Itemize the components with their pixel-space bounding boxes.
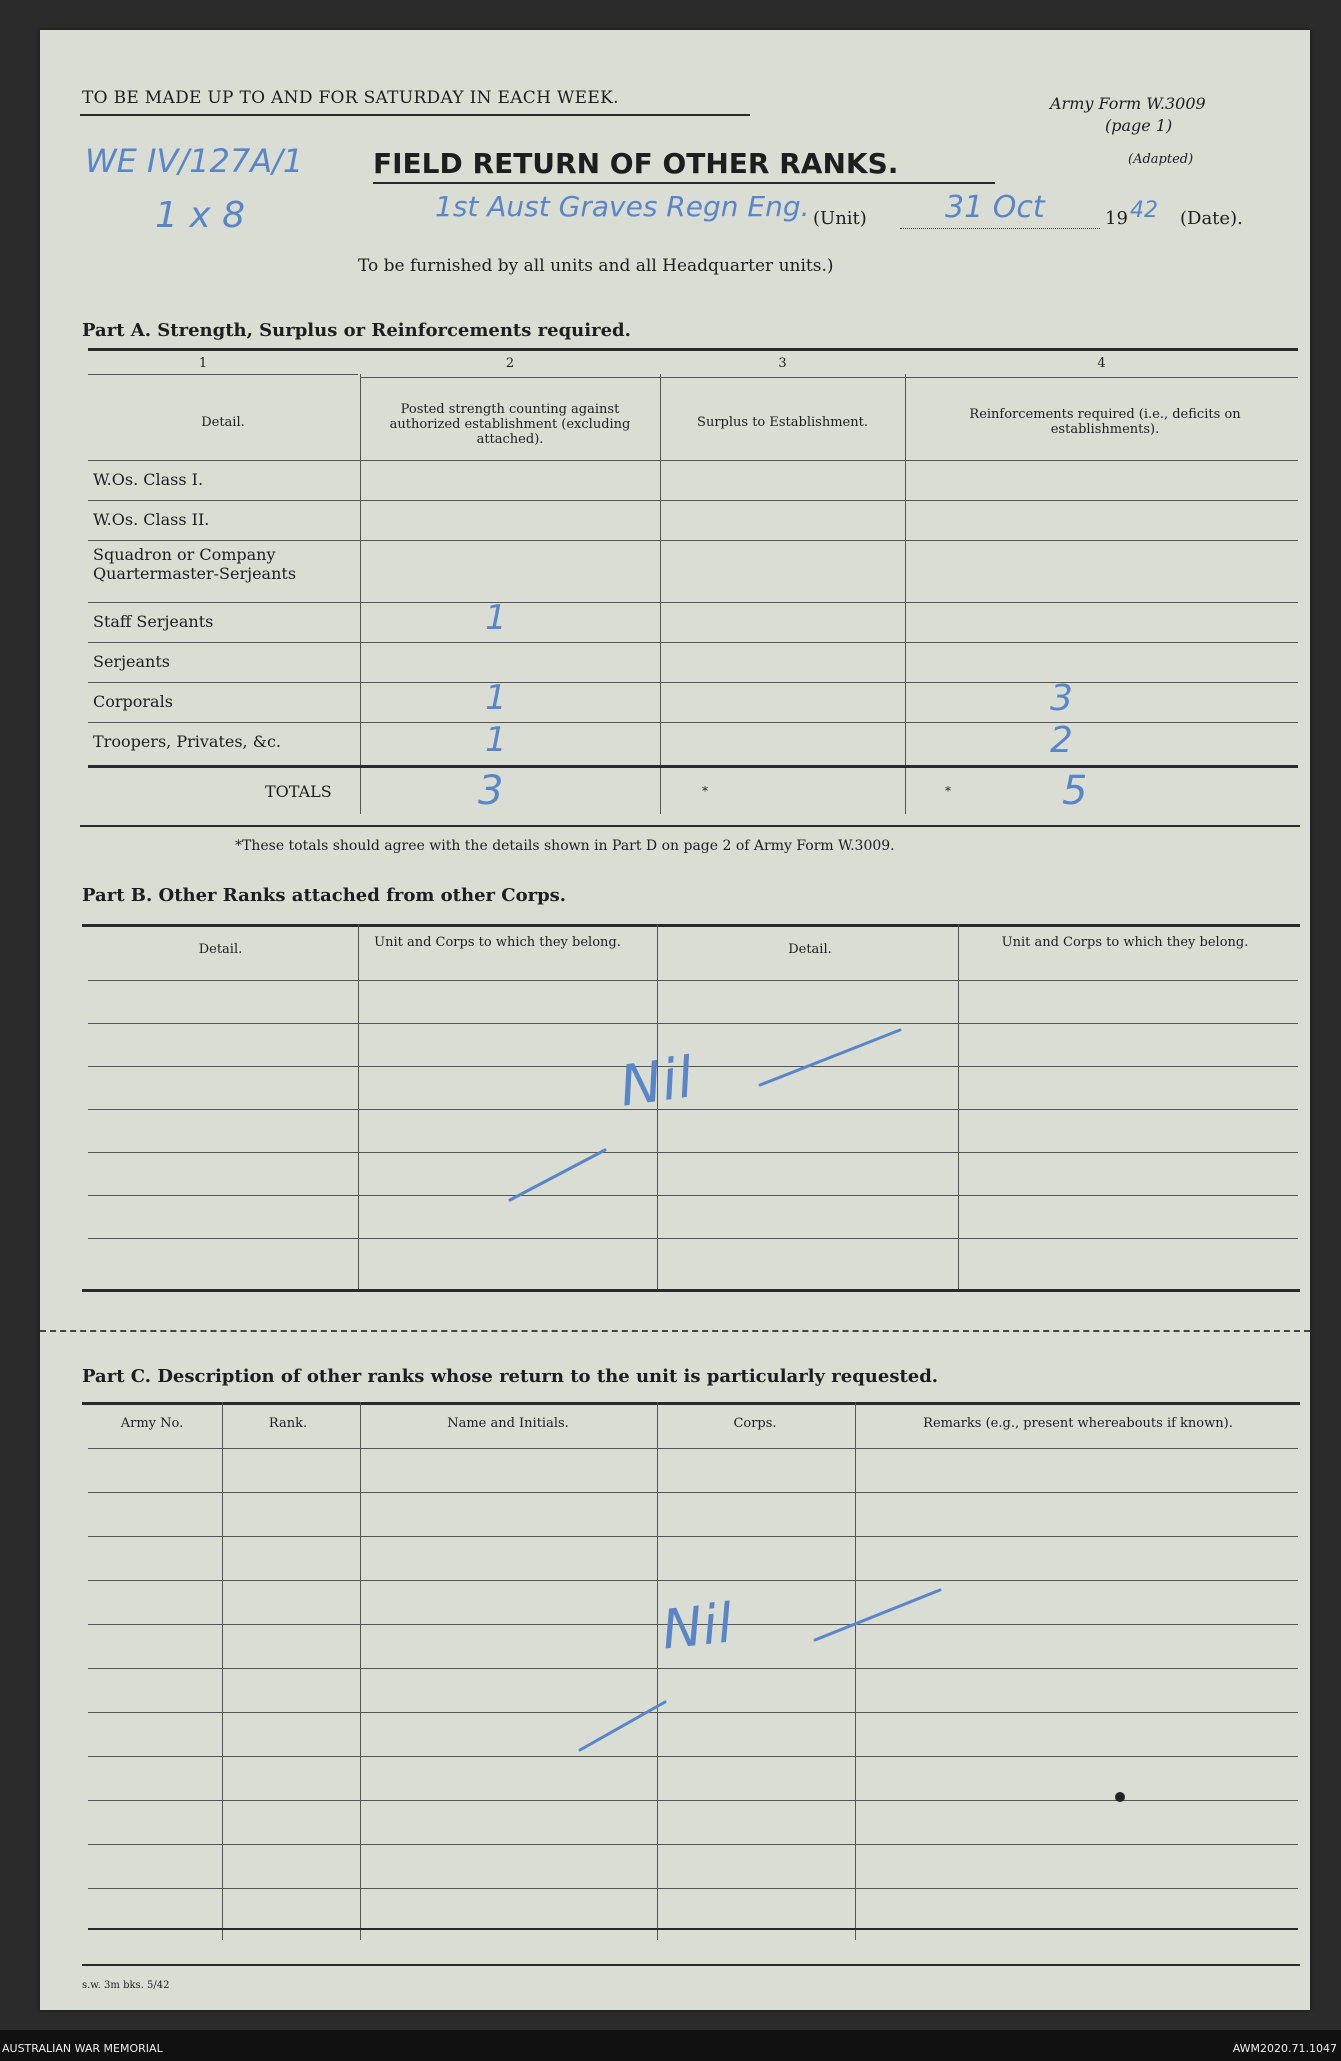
part-a-header-reinf: Reinforcements required (i.e., deficits on establishments). <box>969 407 1241 437</box>
footer-right: AWM2020.71.1047 <box>1232 2042 1337 2055</box>
part-c-vline-1 <box>222 1402 223 1940</box>
part-a-row-rule-2 <box>88 540 1298 541</box>
row-label-quartermaster: Squadron or Company Quartermaster-Serjeants <box>93 545 297 583</box>
part-c-bottom-rule <box>88 1928 1298 1930</box>
part-a-col2-number: 2 <box>505 356 515 371</box>
part-c-row-rule-10 <box>88 1888 1298 1889</box>
part-c-header-name: Name and Initials. <box>447 1416 569 1431</box>
handwritten-code: 1 x 8 <box>155 195 245 236</box>
date-label: (Date). <box>1180 208 1243 229</box>
part-a-vline-1 <box>360 374 361 814</box>
row-label-corporals: Corporals <box>93 692 173 711</box>
date-line <box>900 228 1100 229</box>
part-a-header-surplus: Surplus to Establishment. <box>697 415 868 430</box>
part-b-header-unit-2: Unit and Corps to which they belong. <box>1001 935 1249 950</box>
handwritten-year: 42 <box>1130 198 1158 223</box>
row-label-troopers: Troopers, Privates, &c. <box>93 732 282 751</box>
part-c-row-rule-2 <box>88 1536 1298 1537</box>
part-a-vline-2 <box>660 374 661 814</box>
part-c-row-rule-9 <box>88 1844 1298 1845</box>
form-name: Army Form W.3009 <box>1050 94 1206 113</box>
part-b-top-rule <box>82 924 1300 927</box>
part-a-col4-number: 4 <box>1097 356 1106 371</box>
unit-label: (Unit) <box>813 208 867 229</box>
part-a-number-rule-2 <box>360 377 1298 378</box>
form-page <box>40 30 1310 2010</box>
part-b-title: Part B. Other Ranks attached from other Corps. <box>82 885 567 906</box>
perforation-line <box>40 1330 1310 1332</box>
footer-left: AUSTRALIAN WAR MEMORIAL <box>2 2042 163 2055</box>
part-c-nil-strike <box>540 1550 960 1770</box>
part-b-row-rule-6 <box>88 1238 1298 1239</box>
staff-serjeants-posted: 1 <box>485 598 507 638</box>
handwritten-unit: 1st Aust Graves Regn Eng. <box>435 190 810 223</box>
title-underline <box>373 182 995 184</box>
handwritten-date: 31 Oct <box>945 190 1045 225</box>
part-a-col3-number: 3 <box>778 356 787 371</box>
print-code: s.w. 3m bks. 5/42 <box>82 1980 170 1991</box>
part-a-title: Part A. Strength, Surplus or Reinforcements required. <box>82 320 631 341</box>
part-b-nil: Nil <box>615 1045 698 1120</box>
instruction-text: TO BE MADE UP TO AND FOR SATURDAY IN EACH WEEK. <box>82 88 619 108</box>
row-label-staff-serjeants: Staff Serjeants <box>93 612 214 631</box>
part-b-nil-strike <box>460 1020 920 1220</box>
row-label-wo-class-2: W.Os. Class II. <box>93 510 210 529</box>
part-a-footnote: *These totals should agree with the details shown in Part D on page 2 of Army Form W.3009. <box>235 838 895 854</box>
part-b-header-detail-2: Detail. <box>788 942 832 957</box>
part-b-vline-3 <box>958 924 959 1289</box>
row-label-wo-class-1: W.Os. Class I. <box>93 470 204 489</box>
part-a-bottom-rule <box>80 825 1300 827</box>
form-page-ref: (page 1) <box>1105 116 1173 135</box>
part-c-row-rule-1 <box>88 1492 1298 1493</box>
form-adapted: (Adapted) <box>1128 152 1194 167</box>
totals-posted: 3 <box>478 768 504 814</box>
part-c-nil: Nil <box>658 1591 736 1662</box>
part-a-row-rule-5 <box>88 682 1298 683</box>
totals-label: TOTALS <box>265 782 332 801</box>
handwritten-ref: WE IV/127A/1 <box>85 142 304 180</box>
row-label-serjeants: Serjeants <box>93 652 170 671</box>
totals-reinf-marker: * <box>945 784 951 798</box>
part-a-row-rule-3 <box>88 602 1298 603</box>
part-b-header-rule <box>88 980 1298 981</box>
part-a-top-rule <box>88 348 1298 351</box>
part-b-header-unit-1: Unit and Corps to which they belong. <box>374 935 621 950</box>
part-a-row-rule-6 <box>88 722 1298 723</box>
part-a-row-rule-1 <box>88 500 1298 501</box>
part-a-number-rule <box>88 374 358 375</box>
part-c-header-corps: Corps. <box>733 1416 777 1431</box>
part-c-vline-2 <box>360 1402 361 1940</box>
part-c-header-rule <box>88 1448 1298 1449</box>
part-c-title: Part C. Description of other ranks whose return to the unit is particularly requested. <box>82 1366 939 1387</box>
totals-surplus-marker: * <box>702 784 708 798</box>
part-a-vline-3 <box>905 374 906 814</box>
part-a-header-posted: Posted strength counting against authorized establishment (excluding attached). <box>389 402 631 447</box>
part-c-header-remarks: Remarks (e.g., present whereabouts if known). <box>923 1416 1233 1431</box>
part-a-header-rule <box>88 460 1298 461</box>
part-a-col1-number: 1 <box>198 356 208 371</box>
troopers-reinf: 2 <box>1050 720 1073 761</box>
part-a-totals-rule <box>88 765 1298 768</box>
totals-reinf: 5 <box>1062 768 1088 814</box>
part-c-header-rank: Rank. <box>268 1416 308 1431</box>
year-prefix: 19 <box>1105 208 1128 229</box>
troopers-posted: 1 <box>485 720 507 760</box>
part-b-header-detail-1: Detail. <box>198 942 243 957</box>
furnished-by-text: To be furnished by all units and all Headquarter units.) <box>358 256 834 276</box>
corporals-reinf: 3 <box>1050 678 1073 719</box>
form-title: FIELD RETURN OF OTHER RANKS. <box>373 147 899 180</box>
part-b-vline-1 <box>358 924 359 1289</box>
archive-footer <box>0 2030 1341 2061</box>
part-c-top-rule <box>82 1402 1300 1405</box>
part-a-row-rule-4 <box>88 642 1298 643</box>
ink-spot <box>1115 1792 1125 1802</box>
instruction-underline <box>80 114 750 116</box>
part-b-bottom-rule <box>82 1289 1300 1292</box>
part-c-header-army-no: Army No. <box>120 1416 184 1431</box>
page-bottom-rule <box>82 1964 1300 1966</box>
corporals-posted: 1 <box>485 678 507 718</box>
part-a-header-detail: Detail. <box>201 415 245 430</box>
